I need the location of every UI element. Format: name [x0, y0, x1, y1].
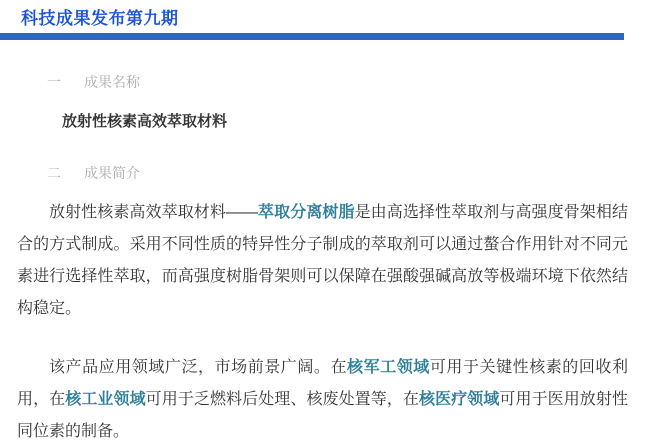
paragraph-text: 可用于医用放射性同位素的制备。 [17, 391, 628, 440]
paragraph-text: 该产品应用领域广泛，市场前景广阔。在 [49, 359, 348, 376]
section-heading-name [47, 72, 628, 92]
paragraph-text: 可用于关键性核素的回收利用，在 [17, 359, 628, 408]
paragraph-text: 放射性核素高效萃取材料—— [49, 204, 258, 221]
article-body [0, 72, 645, 447]
section-label: 成果简介 [84, 165, 140, 181]
title-underline-bar [0, 33, 624, 40]
intro-paragraph [17, 197, 628, 325]
highlighted-term-military: 核军工领域 [347, 359, 430, 376]
achievement-name: 放射性核素高效萃取材料 [62, 113, 228, 130]
section-heading-intro [47, 163, 628, 183]
section-number: 一 [47, 74, 61, 90]
paragraph-text: 是由高选择性萃取剂与高强度骨架相结合的方式制成。采用不同性质的特异性分子制成的萃取剂可以通过螯合作用针对不同元素进行选择性萃取，而高强度树脂骨架则可以保障在强酸强碱高放等极端环境下依然结构稳定。 [17, 204, 628, 317]
highlighted-term-medical: 核医疗领域 [419, 391, 500, 408]
highlighted-term-industry: 核工业领域 [65, 391, 146, 408]
section-label: 成果名称 [84, 74, 140, 90]
paragraph-text: 可用于乏燃料后处理、核废处置等，在 [145, 391, 419, 408]
section-number: 二 [47, 165, 61, 181]
page-title: 科技成果发布第九期 [21, 9, 179, 28]
article-header [0, 0, 645, 40]
application-paragraph [17, 352, 628, 447]
highlighted-term-resin: 萃取分离树脂 [257, 204, 355, 221]
